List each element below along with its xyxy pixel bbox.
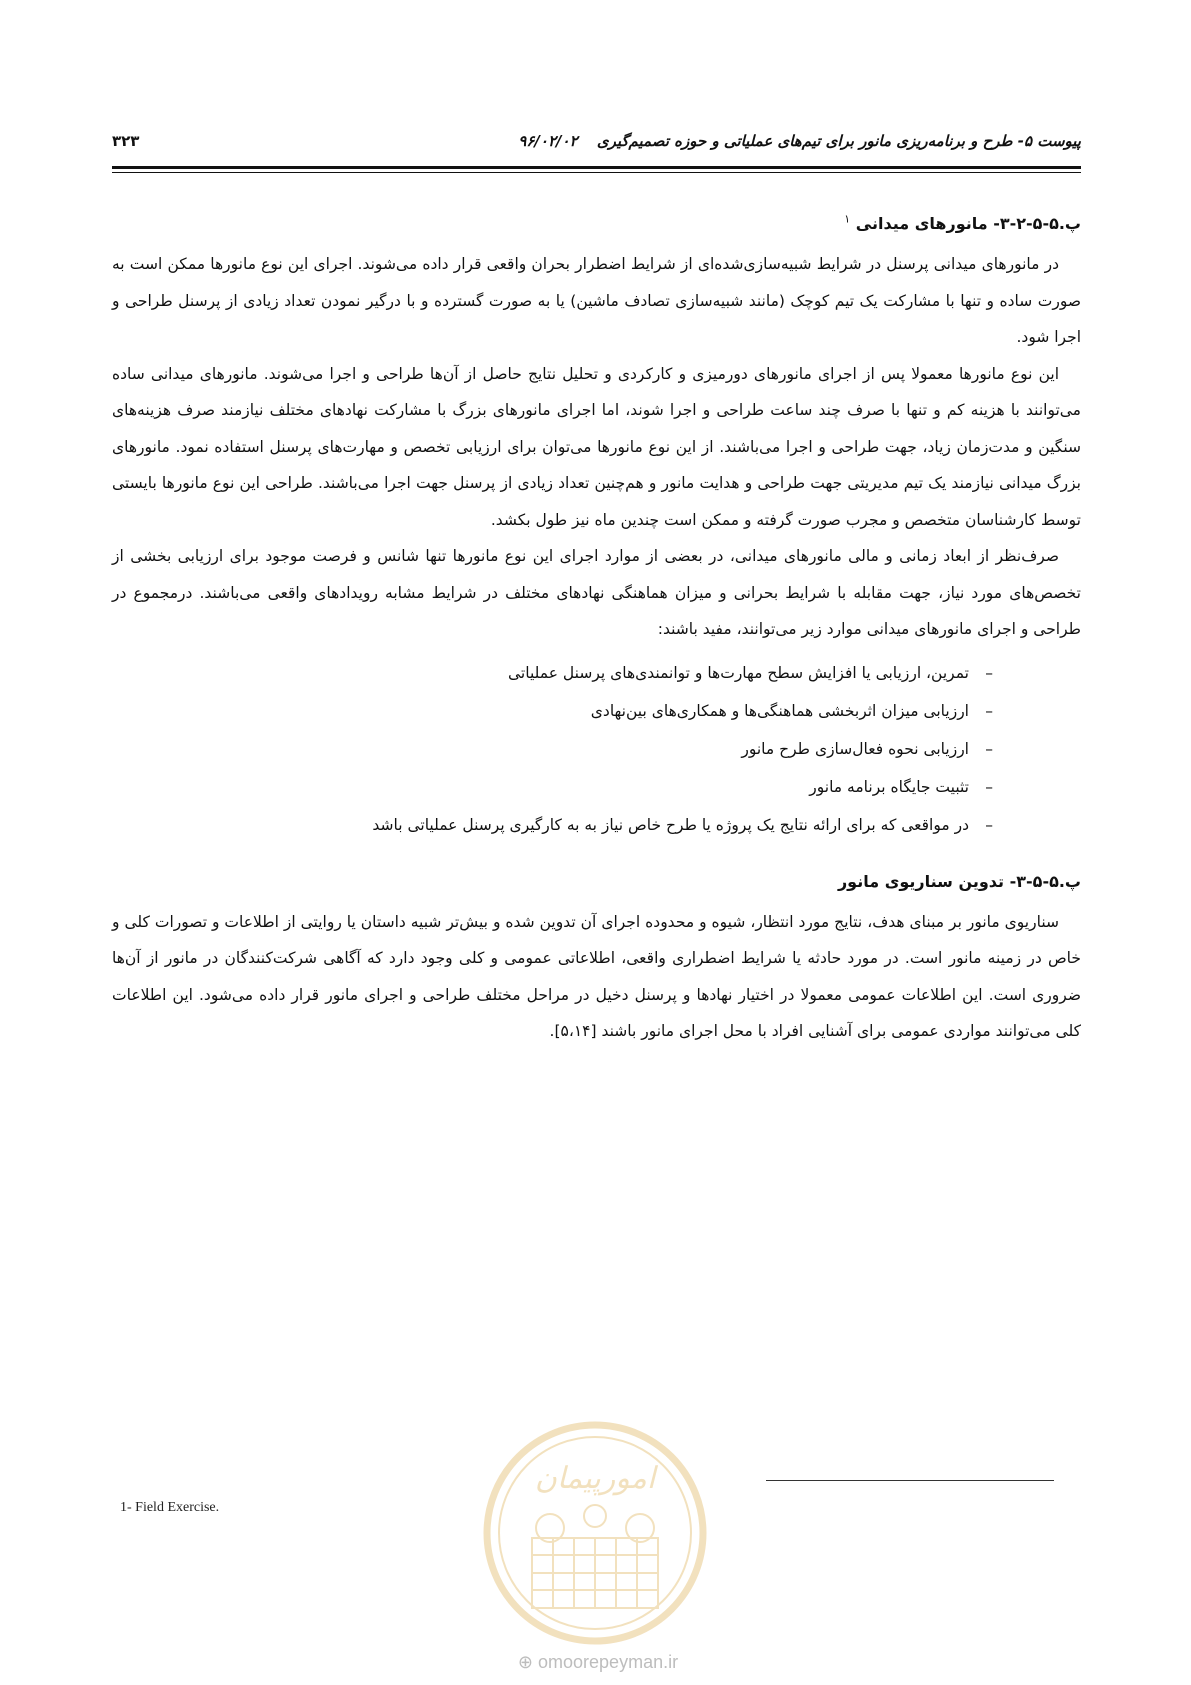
paragraph: سناریوی مانور بر مبنای هدف، نتایج مورد انتظار، شیوه و محدوده اجرای آن تدوین شده و بیش‌تر شبیه داستان یا روایتی از اطلاعات و تصورات کلی و خاص در زمینه مانور است. در مورد حادثه یا شرایط اضطراری واقعی، اطلاعاتی عمومی و کلی وجود دارد که آگاهی شرکت‌کنندگان در مانور از آن‌ها ضروری است. این اطلاعات عمومی معمولا در اختیار نهادها و پرسنل دخیل در مراحل مختلف طراحی و اجرای مانور قرار داده می‌شود. این اطلاعات کلی می‌توانند مواردی عمومی برای آشنایی افراد با محل اجرای مانور باشند [۵،۱۴]. — [112, 912, 1081, 1040]
header-rule-thin — [112, 172, 1081, 173]
header-rule-thick — [112, 166, 1081, 169]
list-item-text: در مواقعی که برای ارائه نتایج یک پروژه یا طرح خاص نیاز به به کارگیری پرسنل عملیاتی باشد — [372, 815, 969, 834]
list-item — [112, 692, 993, 730]
footnote-rule — [766, 1480, 1054, 1481]
watermark-seal-icon — [480, 1418, 710, 1648]
list-item — [112, 730, 993, 768]
bullet-dash: – — [985, 815, 993, 834]
list-item — [112, 654, 993, 692]
bullet-dash: – — [985, 701, 993, 720]
section-heading-text: پ.۵-۵-۳- تدوین سناریوی مانور — [837, 871, 1081, 891]
bullet-dash: – — [985, 663, 993, 682]
body-content — [112, 206, 1081, 1050]
section-heading-scenario — [112, 864, 1081, 900]
section-heading-field-exercises — [112, 206, 1081, 242]
header-date: ۹۶/۰۲/۰۲ — [518, 132, 578, 150]
watermark-url-text: omoorepeyman.ir — [538, 1652, 679, 1672]
list-item — [112, 768, 993, 806]
list-item-text: تمرین، ارزیابی یا افزایش سطح مهارت‌ها و توانمندی‌های پرسنل عملیاتی — [508, 663, 969, 682]
footnote: 1- Field Exercise. — [120, 1500, 220, 1515]
bullet-dash: – — [985, 777, 993, 796]
list-item-text: ارزیابی میزان اثربخشی هماهنگی‌ها و همکاری‌های بین‌نهادی — [590, 701, 969, 720]
section-heading-text: پ.۵-۵-۲-۳- مانورهای میدانی — [855, 214, 1081, 233]
footnote-reference: ۱ — [844, 212, 851, 226]
bullet-list — [112, 654, 1081, 844]
list-item-text: ارزیابی نحوه فعال‌سازی طرح مانور — [741, 739, 969, 758]
list-item — [112, 806, 993, 844]
list-item-text: تثبیت جایگاه برنامه مانور — [809, 777, 969, 796]
paragraph: این نوع مانورها معمولا پس از اجرای مانورهای دورمیزی و کارکردی و تحلیل نتایج حاصل از آن‌ها طراحی و اجرا می‌شوند. مانورهای میدانی ساده می‌توانند با هزینه کم و تنها با صرف چند ساعت طراحی و اجرا شوند، اما اجرای مانورهای بزرگ با مشارکت نهادهای مختلف نیازمند صرف هزینه‌های سنگین و مدت‌زمان زیاد، جهت طراحی و اجرا می‌باشند. از این نوع مانورها می‌توان برای ارزیابی تخصص و مهارت‌های پرسنل استفاده نمود. مانورهای بزرگ میدانی نیازمند یک تیم مدیریتی جهت طراحی و هدایت مانور و هم‌چنین تعداد زیادی از پرسنل جهت اجرا می‌باشند. طراحی این نوع مانورها بایستی توسط کارشناسان متخصص و مجرب صورت گرفته و ممکن است چندین ماه نیز طول بکشد. — [112, 364, 1081, 529]
watermark-url: ⊕ omoorepeyman.ir — [517, 1652, 679, 1672]
header-title-text: پیوست ۵- طرح و برنامه‌ریزی مانور برای تیم‌های عملیاتی و حوزه تصمیم‌گیری — [596, 132, 1081, 150]
header-title — [518, 132, 1081, 150]
page-number: ۳۲۳ — [112, 132, 140, 150]
watermark-seal-text: امورپیمان — [534, 1461, 656, 1496]
bullet-dash: – — [985, 739, 993, 758]
running-header — [112, 128, 1081, 158]
paragraph: صرف‌نظر از ابعاد زمانی و مالی مانورهای میدانی، در بعضی از موارد اجرای این نوع مانورها تنها شانس و فرصت موجود برای ارزیابی بخشی از تخصص‌های مورد نیاز، جهت مقابله با شرایط بحرانی و میزان هماهنگی نهادهای مختلف در شرایط مشابه رویدادهای واقعی می‌باشند. درمجموع در طراحی و اجرای مانورهای میدانی موارد زیر می‌توانند، مفید باشند: — [112, 547, 1081, 638]
paragraph: در مانورهای میدانی پرسنل در شرایط شبیه‌سازی‌شده‌ای از شرایط اضطرار بحران واقعی قرار داده می‌شوند. اجرای این نوع مانورها ممکن است به صورت ساده و تنها با مشارکت یک تیم کوچک (مانند شبیه‌سازی تصادف ماشین) یا به صورت گسترده و با درگیر نمودن تعداد زیادی از پرسنل طراحی و اجرا شود. — [112, 255, 1081, 346]
